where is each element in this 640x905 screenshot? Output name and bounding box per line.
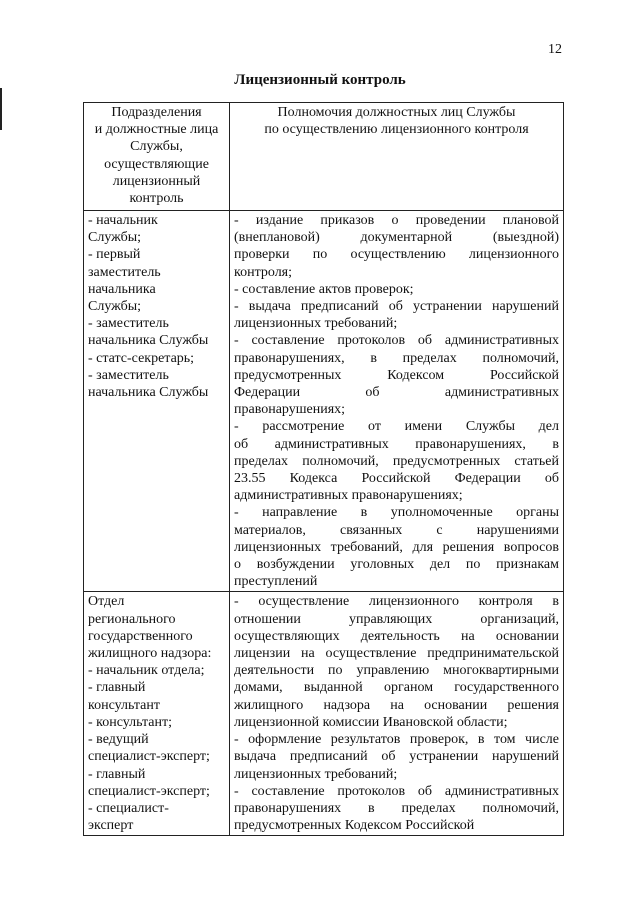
table-header-row — [84, 103, 564, 211]
text-line: специалист-эксперт; — [88, 749, 210, 765]
text-line: лицензионных требований, для решения вопросов — [234, 539, 559, 555]
text-line: - главный — [88, 680, 146, 696]
page-title: Лицензионный контроль — [234, 72, 406, 88]
text-line: - направление в уполномоченные органы — [234, 505, 559, 521]
text-line: консультант — [88, 697, 160, 713]
text-line: жилищного надзора: — [88, 646, 212, 662]
positions-cell — [84, 211, 230, 592]
text-line: - начальник отдела; — [88, 663, 205, 679]
text-line: - составление актов проверок; — [234, 281, 414, 297]
text-line: правонарушениях, в пределах полномочий, — [234, 350, 559, 366]
text-line: Службы; — [88, 299, 142, 315]
text-line: преступлений — [234, 574, 318, 590]
margin-mark — [0, 88, 2, 130]
text-line: материалов, связанных с нарушениями — [234, 522, 559, 538]
text-line: - статс-секретарь; — [88, 350, 195, 366]
text-line: проверки по осуществлению лицензионного — [234, 247, 559, 263]
text-line: регионального — [88, 611, 176, 627]
powers-cell — [230, 592, 564, 836]
header-cell-powers — [230, 103, 564, 211]
text-line: 23.55 Кодекса Российской Федерации об — [234, 471, 559, 487]
text-line: пределах полномочий, предусмотренных статьей — [234, 453, 559, 469]
text-line: специалист-эксперт; — [88, 783, 210, 799]
table-row — [84, 592, 564, 836]
text-line: начальника Службы — [88, 333, 209, 349]
positions-cell — [84, 592, 230, 836]
text-line: государственного — [88, 628, 193, 644]
text-line: эксперт — [88, 818, 134, 834]
text-line: деятельности по управлению многоквартирными — [234, 663, 559, 679]
table-row — [84, 211, 564, 592]
text-line: осуществляющих деятельность на основании — [234, 628, 559, 644]
text-line: контроль — [129, 191, 184, 207]
text-line: лицензионных требований; — [234, 766, 398, 782]
text-line: правонарушениях; — [234, 402, 346, 418]
text-line: - осуществление лицензионного контроля в — [234, 594, 559, 610]
text-line: заместитель — [88, 264, 161, 280]
page-number: 12 — [548, 42, 562, 57]
text-line: - начальник — [88, 213, 158, 228]
text-line: - рассмотрение от имени Службы дел — [234, 419, 559, 435]
text-line: - издание приказов о проведении плановой — [234, 213, 559, 228]
text-line: об административных правонарушениях, в — [234, 436, 559, 452]
text-line: - главный — [88, 766, 146, 782]
text-line: - составление протоколов об административных — [234, 333, 559, 349]
text-line: предусмотренных Кодексом Российской — [234, 818, 475, 834]
text-line: - ведущий — [88, 732, 149, 748]
text-line: начальника Службы — [88, 385, 209, 401]
text-line: Полномочия должностных лиц Службы — [277, 105, 516, 120]
text-line: жилищного надзора на основании решения — [234, 697, 559, 713]
powers-cell — [230, 211, 564, 592]
text-line: лицензионный — [112, 173, 201, 189]
text-line: выдача предписаний об устранении нарушений — [234, 749, 559, 765]
text-line: Службы; — [88, 230, 142, 246]
header-cell-departments — [84, 103, 230, 211]
text-line: - заместитель — [88, 367, 169, 383]
text-line: лицензионной комиссии Ивановской области; — [234, 714, 508, 730]
text-line: Службы, — [130, 139, 183, 155]
text-line: административных правонарушениях; — [234, 488, 463, 504]
text-line: предусмотренных Кодексом Российской — [234, 367, 559, 383]
text-line: лицензионных требований; — [234, 316, 398, 332]
text-line: - заместитель — [88, 316, 169, 332]
licensing-control-table — [83, 102, 564, 836]
text-line: начальника — [88, 281, 156, 297]
text-line: - составление протоколов об административных — [234, 783, 559, 799]
text-line: - оформление результатов проверок, в том числе — [234, 732, 559, 748]
text-line: Подразделения — [111, 105, 202, 120]
text-line: лицензии на осуществление предпринимательской — [234, 646, 559, 662]
text-line: и должностные лица — [94, 122, 219, 138]
text-line: Отдел — [88, 594, 125, 610]
text-line: по осуществлению лицензионного контроля — [264, 122, 529, 138]
text-line: домами, выданной органом государственного — [234, 680, 559, 696]
text-line: - специалист- — [88, 800, 169, 816]
text-line: о возбуждении уголовных дел по признакам — [234, 557, 559, 573]
text-line: контроля; — [234, 264, 293, 280]
text-line: (внеплановой) документарной (выездной) — [234, 230, 559, 246]
text-line: правонарушениях в пределах полномочий, — [234, 800, 559, 816]
text-line: Федерации об административных — [234, 385, 559, 401]
text-line: - консультант; — [88, 714, 172, 730]
text-line: отношении управляющих организаций, — [234, 611, 559, 627]
text-line: - выдача предписаний об устранении нарушений — [234, 299, 559, 315]
text-line: осуществляющие — [104, 156, 209, 172]
text-line: - первый — [88, 247, 141, 263]
